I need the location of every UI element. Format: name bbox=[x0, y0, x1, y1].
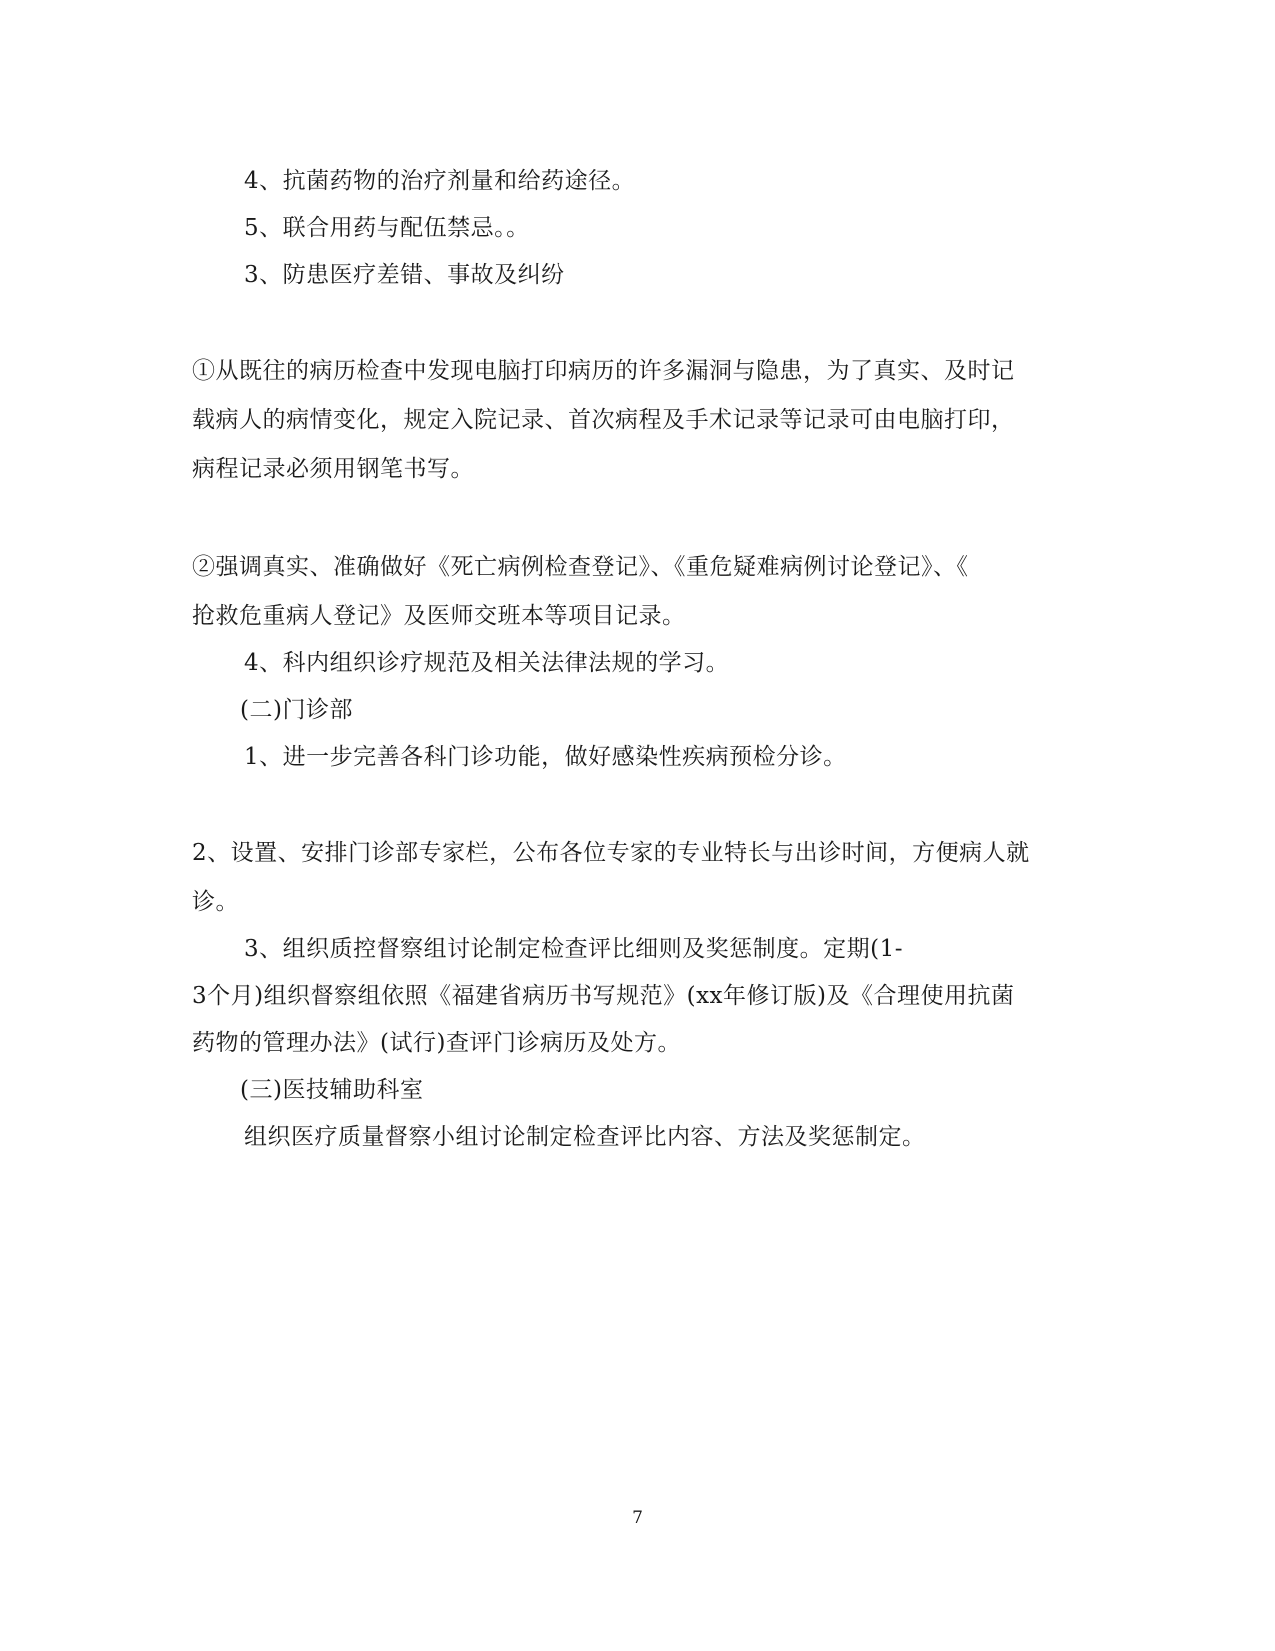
page-number: 7 bbox=[632, 1508, 643, 1528]
text-line: 病程记录必须用钢笔书写。 bbox=[192, 456, 474, 482]
text-line: ①从既往的病历检查中发现电脑打印病历的许多漏洞与隐患，为了真实、及时记 bbox=[192, 358, 1015, 384]
text-line: 诊。 bbox=[192, 889, 239, 915]
text-line: 3个月)组织督察组依照《福建省病历书写规范》(xx年修订版)及《合理使用抗菌 bbox=[192, 983, 1015, 1009]
text-line: 药物的管理办法》(试行)查评门诊病历及处方。 bbox=[192, 1030, 681, 1056]
text-line: 4、科内组织诊疗规范及相关法律法规的学习。 bbox=[244, 650, 730, 676]
text-line: 3、组织质控督察组讨论制定检查评比细则及奖惩制度。定期(1- bbox=[244, 936, 904, 962]
text-line: 3、防患医疗差错、事故及纠纷 bbox=[244, 262, 565, 288]
text-line: 组织医疗质量督察小组讨论制定检查评比内容、方法及奖惩制定。 bbox=[244, 1124, 926, 1150]
section-heading: (二)门诊部 bbox=[240, 697, 353, 723]
text-line: 4、抗菌药物的治疗剂量和给药途径。 bbox=[244, 168, 636, 194]
text-line: ②强调真实、准确做好《死亡病例检查登记》、《重危疑难病例讨论登记》、《 bbox=[192, 554, 969, 580]
text-line: 5、联合用药与配伍禁忌。。 bbox=[244, 215, 530, 241]
text-line: 2、设置、安排门诊部专家栏，公布各位专家的专业特长与出诊时间，方便病人就 bbox=[192, 840, 1030, 866]
text-line: 抢救危重病人登记》及医师交班本等项目记录。 bbox=[192, 603, 686, 629]
text-line: 1、进一步完善各科门诊功能，做好感染性疾病预检分诊。 bbox=[244, 744, 847, 770]
section-heading: (三)医技辅助科室 bbox=[240, 1077, 424, 1103]
text-line: 载病人的病情变化，规定入院记录、首次病程及手术记录等记录可由电脑打印， bbox=[192, 407, 1015, 433]
